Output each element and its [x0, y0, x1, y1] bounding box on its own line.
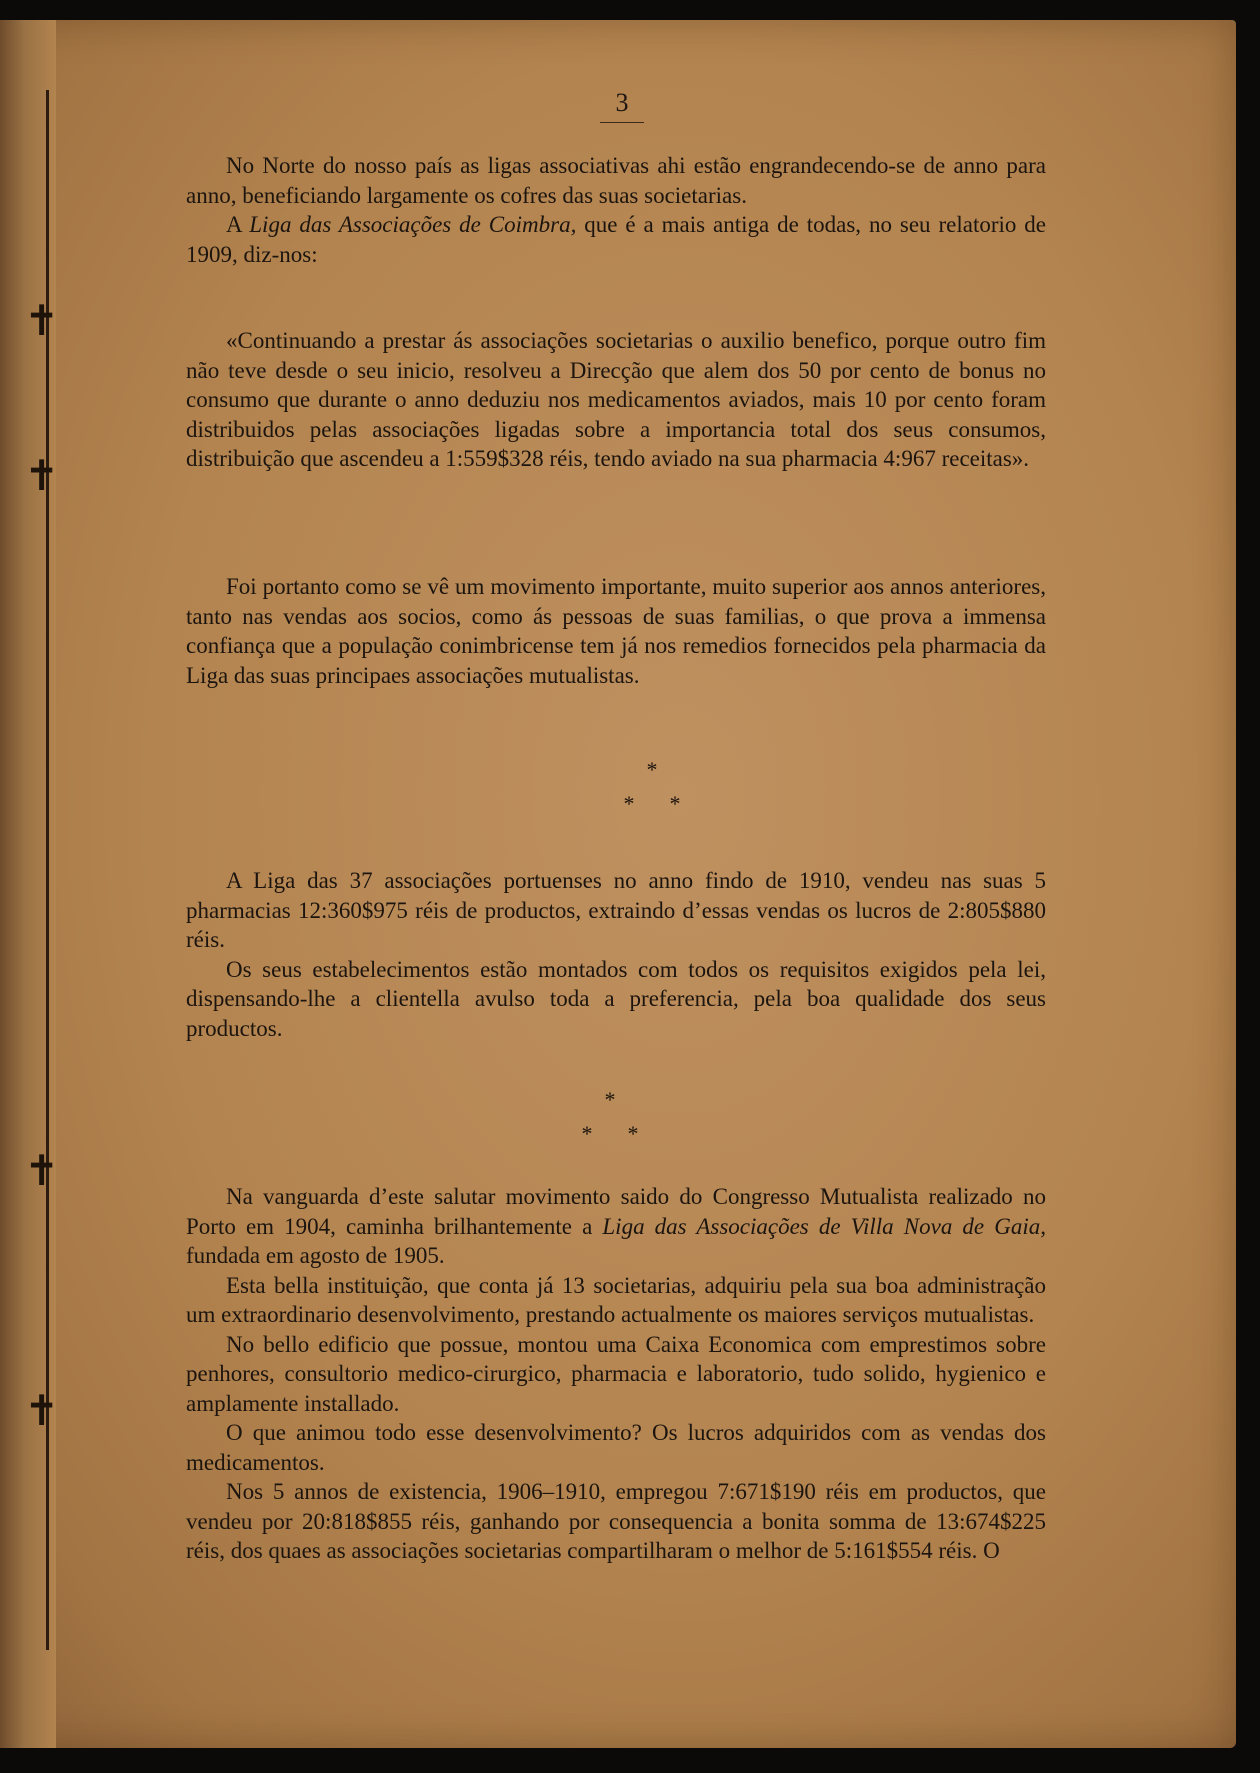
paragraph: Nos 5 annos de existencia, 1906–1910, empregou 7:671$190 réis em productos, que vendeu por 20:818$855 réis, ganhando por consequencia a bonita somma de 13:674$225 réis, dos quaes as associações societarias compartilharam o melhor de 5:161$554 réis. O: [186, 1479, 1046, 1563]
paragraph: Esta bella instituição, que conta já 13 societarias, adquiriu pela sua boa administração um extraordinario desenvolvimento, prestando actualmente os maiores serviços mutualistas.: [186, 1272, 1046, 1327]
paragraph: Na vanguarda d’este salutar movimento saido do Congresso Mutualista realizado no Porto em 1904, caminha brilhantemente a Liga das Associações de Villa Nova de Gaia, fundada em agosto de 1905.: [186, 1184, 1046, 1268]
quotation: [186, 326, 1046, 474]
sewing-knot-icon: ✝: [24, 1386, 60, 1435]
paragraph: No bello edificio que possue, montou uma Caixa Economica com emprestimos sobre penhores, consultorio medico-cirurgico, pharmacia e laboratorio, tudo solido, hygienico e amplamente installado.: [186, 1331, 1046, 1416]
opening-section: [186, 151, 1046, 269]
page-number: 3: [600, 88, 644, 123]
section-separator: [510, 1089, 710, 1145]
paragraph: A Liga das 37 associações portuenses no anno findo de 1910, vendeu nas suas 5 pharmacias 12:360$975 réis de productos, extraindo d’essas vendas os lucros de 2:805$880 réis.: [186, 868, 1046, 952]
sewing-knot-icon: ✝: [24, 296, 60, 345]
quote-paragraph: «Continuando a prestar ás associações societarias o auxilio benefico, porque outro fim não teve desde o seu inicio, resolveu a Direcção que alem dos 50 por cento de bonus no consumo que durante o anno deduziu nos medicamentos aviados, mais 10 por cento foram distribuidos pelas associações ligadas sobre a importancia total dos seus consumos, distribuição que ascendeu a 1:559$328 réis, tendo aviado na sua pharmacia 4:967 receitas».: [186, 328, 1046, 471]
porto-section: [186, 866, 1046, 1043]
paragraph: O que animou todo esse desenvolvimento? Os lucros adquiridos com as vendas dos medicamentos.: [186, 1420, 1046, 1475]
italic-title: Liga das Associações de Villa Nova de Gaia,: [602, 1213, 1046, 1239]
asterisk: *: [604, 1087, 616, 1112]
paragraph: No Norte do nosso país as ligas associativas ahi estão engrandecendo-se de anno para anno, beneficiando largamente os cofres das suas societarias.: [186, 153, 1046, 208]
paragraph: A Liga das Associações de Coimbra, que é a mais antiga de todas, no seu relatorio de 1909, diz-nos:: [186, 212, 1047, 267]
italic-title: Liga das Associações de Coimbra,: [249, 212, 577, 237]
sewing-knot-icon: ✝: [24, 451, 60, 500]
commentary-section: [186, 572, 1046, 690]
asterisk: *: [581, 1121, 593, 1146]
asterisk: *: [669, 791, 681, 816]
paragraph: Os seus estabelecimentos estão montados com todos os requisitos exigidos pela lei, dispensando-lhe a clientella avulso toda a preferencia, pela boa qualidade dos seus productos.: [186, 956, 1046, 1041]
asterisk: *: [623, 791, 635, 816]
sewing-knot-icon: ✝: [24, 1146, 60, 1195]
paragraph: Foi portanto como se vê um movimento importante, muito superior aos annos anteriores, tanto nas vendas aos socios, como ás pessoas de suas familias, o que prova a immensa confiança que a população conimbricense tem já nos remedios fornecidos pela pharmacia da Liga das suas principaes associações mutualistas.: [186, 574, 1046, 688]
asterisk: *: [627, 1121, 639, 1146]
section-separator: [552, 759, 752, 815]
asterisk: *: [646, 757, 658, 782]
gaia-section: [186, 1182, 1046, 1566]
